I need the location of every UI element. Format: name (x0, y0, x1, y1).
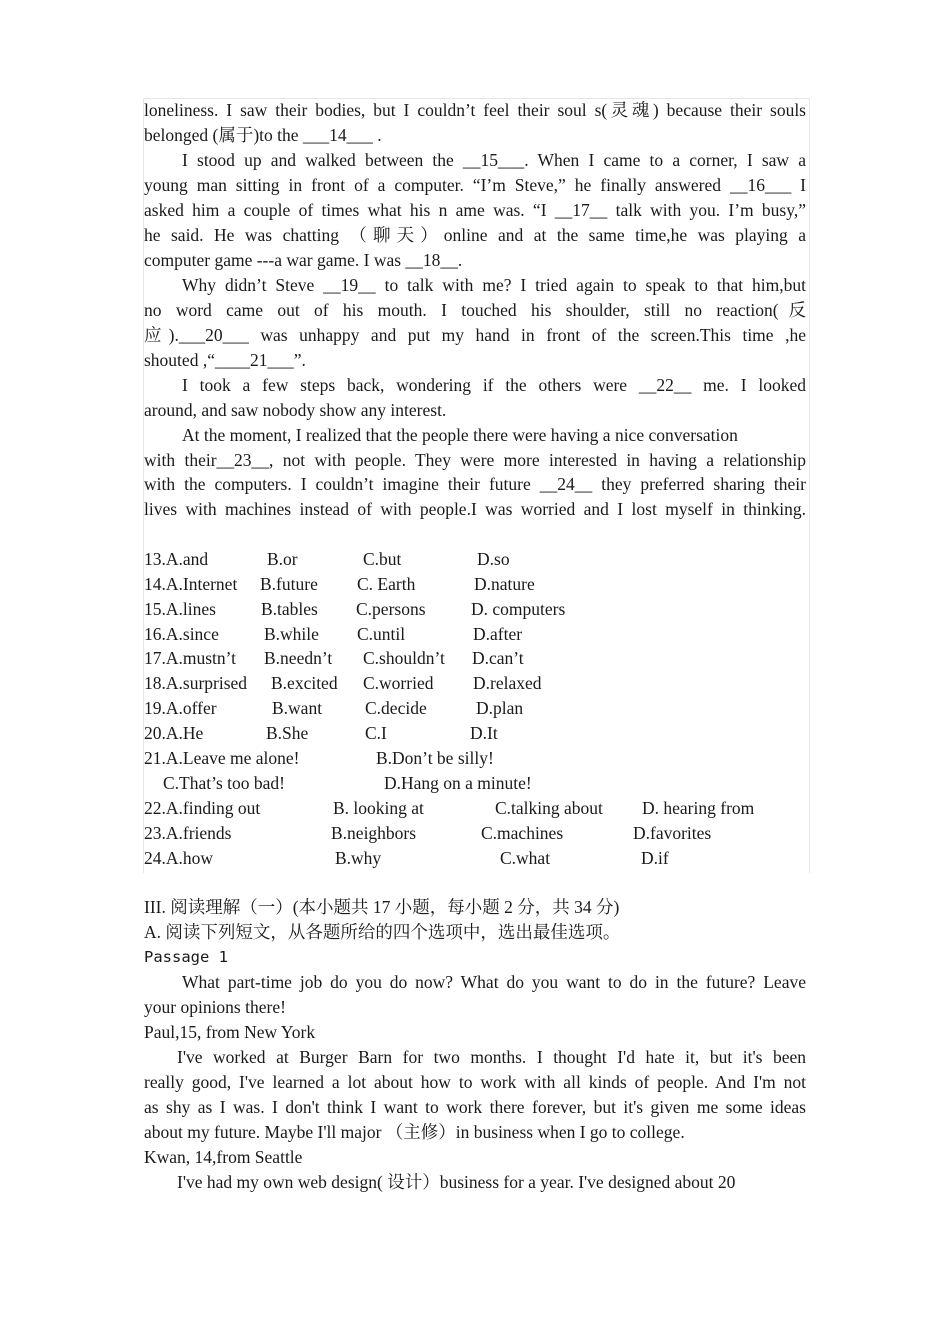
cloze-line: lives with machines instead of with people.I was worried and I lost myself in thinking. (144, 499, 806, 519)
option-c: C.but (363, 549, 402, 569)
cloze-line: around, and saw nobody show any interest. (144, 400, 447, 420)
option-b: B.while (264, 624, 319, 644)
option-c: C.I (365, 723, 387, 743)
option-d: D.so (477, 549, 510, 569)
passage-line: really good, I've learned a lot about how to work with all kinds of people. And I'm not (144, 1072, 806, 1092)
option-d: D.favorites (633, 823, 712, 843)
cloze-line: Why didn’t Steve __19__ to talk with me? I tried again to speak to that him,but (182, 275, 806, 295)
option-c: C.decide (365, 698, 427, 718)
cloze-line: I took a few steps back, wondering if the others were __22__ me. I looked (182, 375, 806, 395)
option-d: D.nature (474, 574, 535, 594)
cloze-line: shouted ,“____21___”. (144, 350, 306, 370)
option-c: C.what (500, 848, 551, 868)
option-c: C.until (357, 624, 406, 644)
option-c: C.That’s too bad! (163, 773, 285, 793)
option-b: B.neighbors (331, 823, 417, 843)
section-instruction: A. 阅读下列短文，从各题所给的四个选项中，选出最佳选项。 (144, 922, 621, 942)
option-a: 17.A.mustn’t (144, 648, 237, 668)
passage-line: about my future. Maybe I'll major （主修）in business when I go to college. (144, 1122, 685, 1142)
option-a: 18.A.surprised (144, 673, 248, 693)
cloze-line: computer game ---a war game. I was __18__. (144, 250, 463, 270)
section-heading: III. 阅读理解（一）(本小题共 17 小题，每小题 2 分，共 34 分) (144, 897, 620, 917)
cloze-line: young man sitting in front of a computer. “I’m Steve,” he finally answered __16___ I (144, 175, 806, 195)
passage-line: What part-time job do you do now? What do you want to do in the future? Leave (182, 972, 806, 992)
option-a: 14.A.Internet (144, 574, 238, 594)
cloze-line: 应).___20___ was unhappy and put my hand in front of the screen.This time ,he (144, 325, 806, 345)
option-b: B.excited (271, 673, 338, 693)
option-d: D.relaxed (473, 673, 542, 693)
cloze-line: no word came out of his mouth. I touched his shoulder, still no reaction(反 (144, 300, 806, 320)
option-d: D.if (641, 848, 669, 868)
passage-line: I've had my own web design( 设计）business for a year. I've designed about 20 (177, 1172, 736, 1192)
option-b: B.want (272, 698, 323, 718)
cloze-line: belonged (属于)to the ___14___ . (144, 125, 382, 145)
cloze-line: with the computers. I couldn’t imagine their future __24__ they preferred sharing their (144, 474, 806, 494)
cloze-line: At the moment, I realized that the people there were having a nice conversation (182, 425, 738, 445)
option-c: C.talking about (495, 798, 603, 818)
option-a: 19.A.offer (144, 698, 217, 718)
passage-line: as shy as I was. I don't think I want to work there forever, but it's given me some ideas (144, 1097, 806, 1117)
passage-label: Passage 1 (144, 948, 228, 966)
option-b: B.why (335, 848, 382, 868)
cloze-line: I stood up and walked between the __15___. When I came to a corner, I saw a (182, 150, 806, 170)
cloze-line: loneliness. I saw their bodies, but I couldn’t feel their soul s(灵魂) because their souls (144, 100, 806, 120)
option-b: B.or (267, 549, 298, 569)
passage-line: I've worked at Burger Barn for two months. I thought I'd hate it, but it's been (177, 1047, 806, 1067)
passage-line: your opinions there! (144, 997, 286, 1017)
option-d: D. hearing from (642, 798, 755, 818)
option-b: B. looking at (333, 798, 424, 818)
option-b: B.future (260, 574, 318, 594)
option-a: 21.A.Leave me alone! (144, 748, 300, 768)
option-b: B.needn’t (264, 648, 333, 668)
option-d: D.after (473, 624, 523, 644)
option-a: 24.A.how (144, 848, 214, 868)
option-c: C.shouldn’t (363, 648, 445, 668)
option-a: 22.A.finding out (144, 798, 261, 818)
cloze-line: he said. He was chatting （聊天）online and at the same time,he was playing a (144, 225, 806, 245)
cloze-line: with their__23__, not with people. They were more interested in having a relationship (144, 450, 806, 470)
option-d: D.plan (476, 698, 524, 718)
option-c: C. Earth (357, 574, 416, 594)
option-a: 15.A.lines (144, 599, 216, 619)
option-c: C.machines (481, 823, 564, 843)
option-d: D.can’t (472, 648, 524, 668)
author-name: Kwan, 14,from Seattle (144, 1147, 303, 1167)
author-name: Paul,15, from New York (144, 1022, 316, 1042)
option-c: C.worried (363, 673, 434, 693)
option-d: D. computers (471, 599, 566, 619)
option-a: 16.A.since (144, 624, 219, 644)
option-c: C.persons (356, 599, 426, 619)
option-b: B.She (266, 723, 309, 743)
option-a: 13.A.and (144, 549, 209, 569)
cloze-line: asked him a couple of times what his n ame was. “I __17__ talk with you. I’m busy,” (144, 200, 806, 220)
option-d: D.It (470, 723, 498, 743)
option-b: B.tables (261, 599, 318, 619)
option-a: 20.A.He (144, 723, 204, 743)
option-a: 23.A.friends (144, 823, 232, 843)
option-b: B.Don’t be silly! (376, 748, 494, 768)
option-d: D.Hang on a minute! (384, 773, 532, 793)
